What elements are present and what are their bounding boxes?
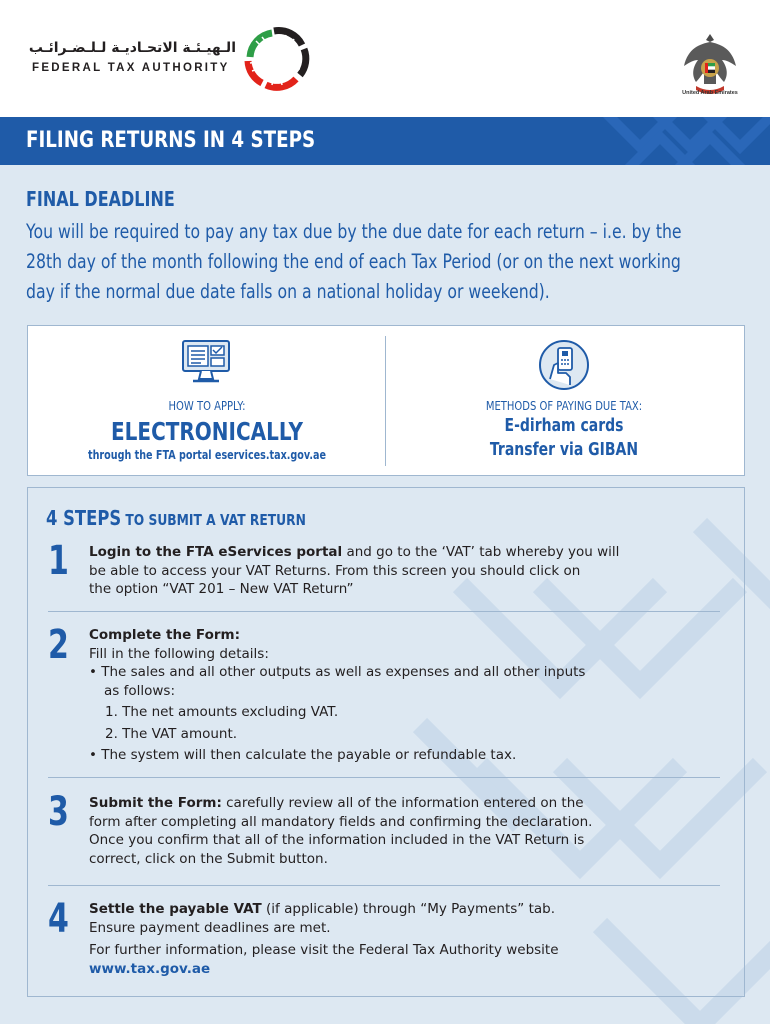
deadline-line: 28th day of the month following the end of each Tax Period (or on the next working: [26, 250, 681, 273]
step-separator: [48, 777, 720, 778]
step-lead: Complete the Form:: [89, 627, 240, 643]
step-line: Once you confirm that all of the information included in the VAT Return is: [89, 832, 585, 848]
step-separator: [48, 611, 720, 612]
step-line: (if applicable) through “My Payments” tab.: [261, 901, 555, 917]
payment-method: Transfer via GIBAN: [489, 440, 639, 460]
apply-divider: [385, 336, 386, 466]
banner-pattern-icon: [560, 117, 770, 165]
emblem-caption: United Arab Emirates: [682, 90, 738, 96]
step-number: 1: [48, 538, 69, 584]
deadline-text: [26, 217, 734, 307]
step-3-text: [89, 794, 729, 868]
step-line: the option “VAT 201 – New VAT Return”: [89, 581, 354, 597]
step-line: be able to access your VAT Returns. From this screen you should click on: [89, 562, 581, 579]
deadline-title: FINAL DEADLINE: [26, 187, 175, 211]
apply-label: HOW TO APPLY:: [168, 398, 246, 413]
payment-method: E-dirham cards: [504, 416, 624, 436]
step-lead: Login to the FTA eServices portal: [89, 544, 343, 560]
step-lead: Submit the Form:: [89, 795, 222, 811]
fta-website-link[interactable]: www.tax.gov.ae: [89, 960, 211, 977]
step-line: form after completing all mandatory fields and confirming the declaration.: [89, 813, 593, 830]
step-number: 2: [48, 622, 69, 668]
fta-logo-icon: [242, 27, 314, 91]
card-in-hand-icon: [538, 339, 590, 391]
page-header: [0, 0, 770, 117]
payment-label: METHODS OF PAYING DUE TAX:: [485, 398, 643, 413]
fta-arabic-name: الـهيـئـة الاتحـاديـة لـلـضـرائـب: [28, 40, 236, 56]
fta-english-name: FEDERAL TAX AUTHORITY: [32, 62, 230, 74]
step-2-text: [89, 626, 729, 765]
step-lead: Settle the payable VAT: [89, 901, 262, 917]
deadline-line: You will be required to pay any tax due by the due date for each return – i.e. by the: [26, 220, 682, 243]
title-banner: [0, 117, 770, 165]
step-line: For further information, please visit the Federal Tax Authority website: [89, 942, 559, 958]
page-title: FILING RETURNS IN 4 STEPS: [26, 128, 316, 153]
step-line: correct, click on the Submit button.: [89, 850, 328, 867]
step-separator: [48, 885, 720, 886]
deadline-line: day if the normal due date falls on a national holiday or weekend).: [26, 280, 550, 303]
step-bullet-cont: as follows:: [104, 682, 175, 699]
step-bullet: • The sales and all other outputs as well as expenses and all other inputs: [89, 664, 586, 680]
step-number: 3: [48, 789, 69, 835]
apply-note: through the FTA portal eservices.tax.gov.ae: [87, 448, 326, 462]
apply-value: ELECTRONICALLY: [111, 417, 303, 446]
steps-title-count: 4 STEPS: [46, 506, 122, 530]
step-line: carefully review all of the information entered on the: [221, 795, 584, 811]
step-line: Ensure payment deadlines are met.: [89, 919, 331, 936]
step-line: Fill in the following details:: [89, 645, 269, 662]
steps-title: [46, 506, 306, 530]
computer-monitor-icon: [181, 339, 231, 385]
step-4-text: [89, 900, 729, 978]
step-1-text: [89, 543, 729, 599]
step-line: and go to the ‘VAT’ tab whereby you will: [342, 544, 620, 560]
step-number: 4: [48, 896, 69, 942]
step-subitem: 2. The VAT amount.: [105, 725, 238, 742]
step-bullet: • The system will then calculate the payable or refundable tax.: [89, 747, 517, 763]
step-subitem: 1. The net amounts excluding VAT.: [105, 704, 339, 720]
steps-title-text: TO SUBMIT A VAT RETURN: [125, 511, 306, 529]
